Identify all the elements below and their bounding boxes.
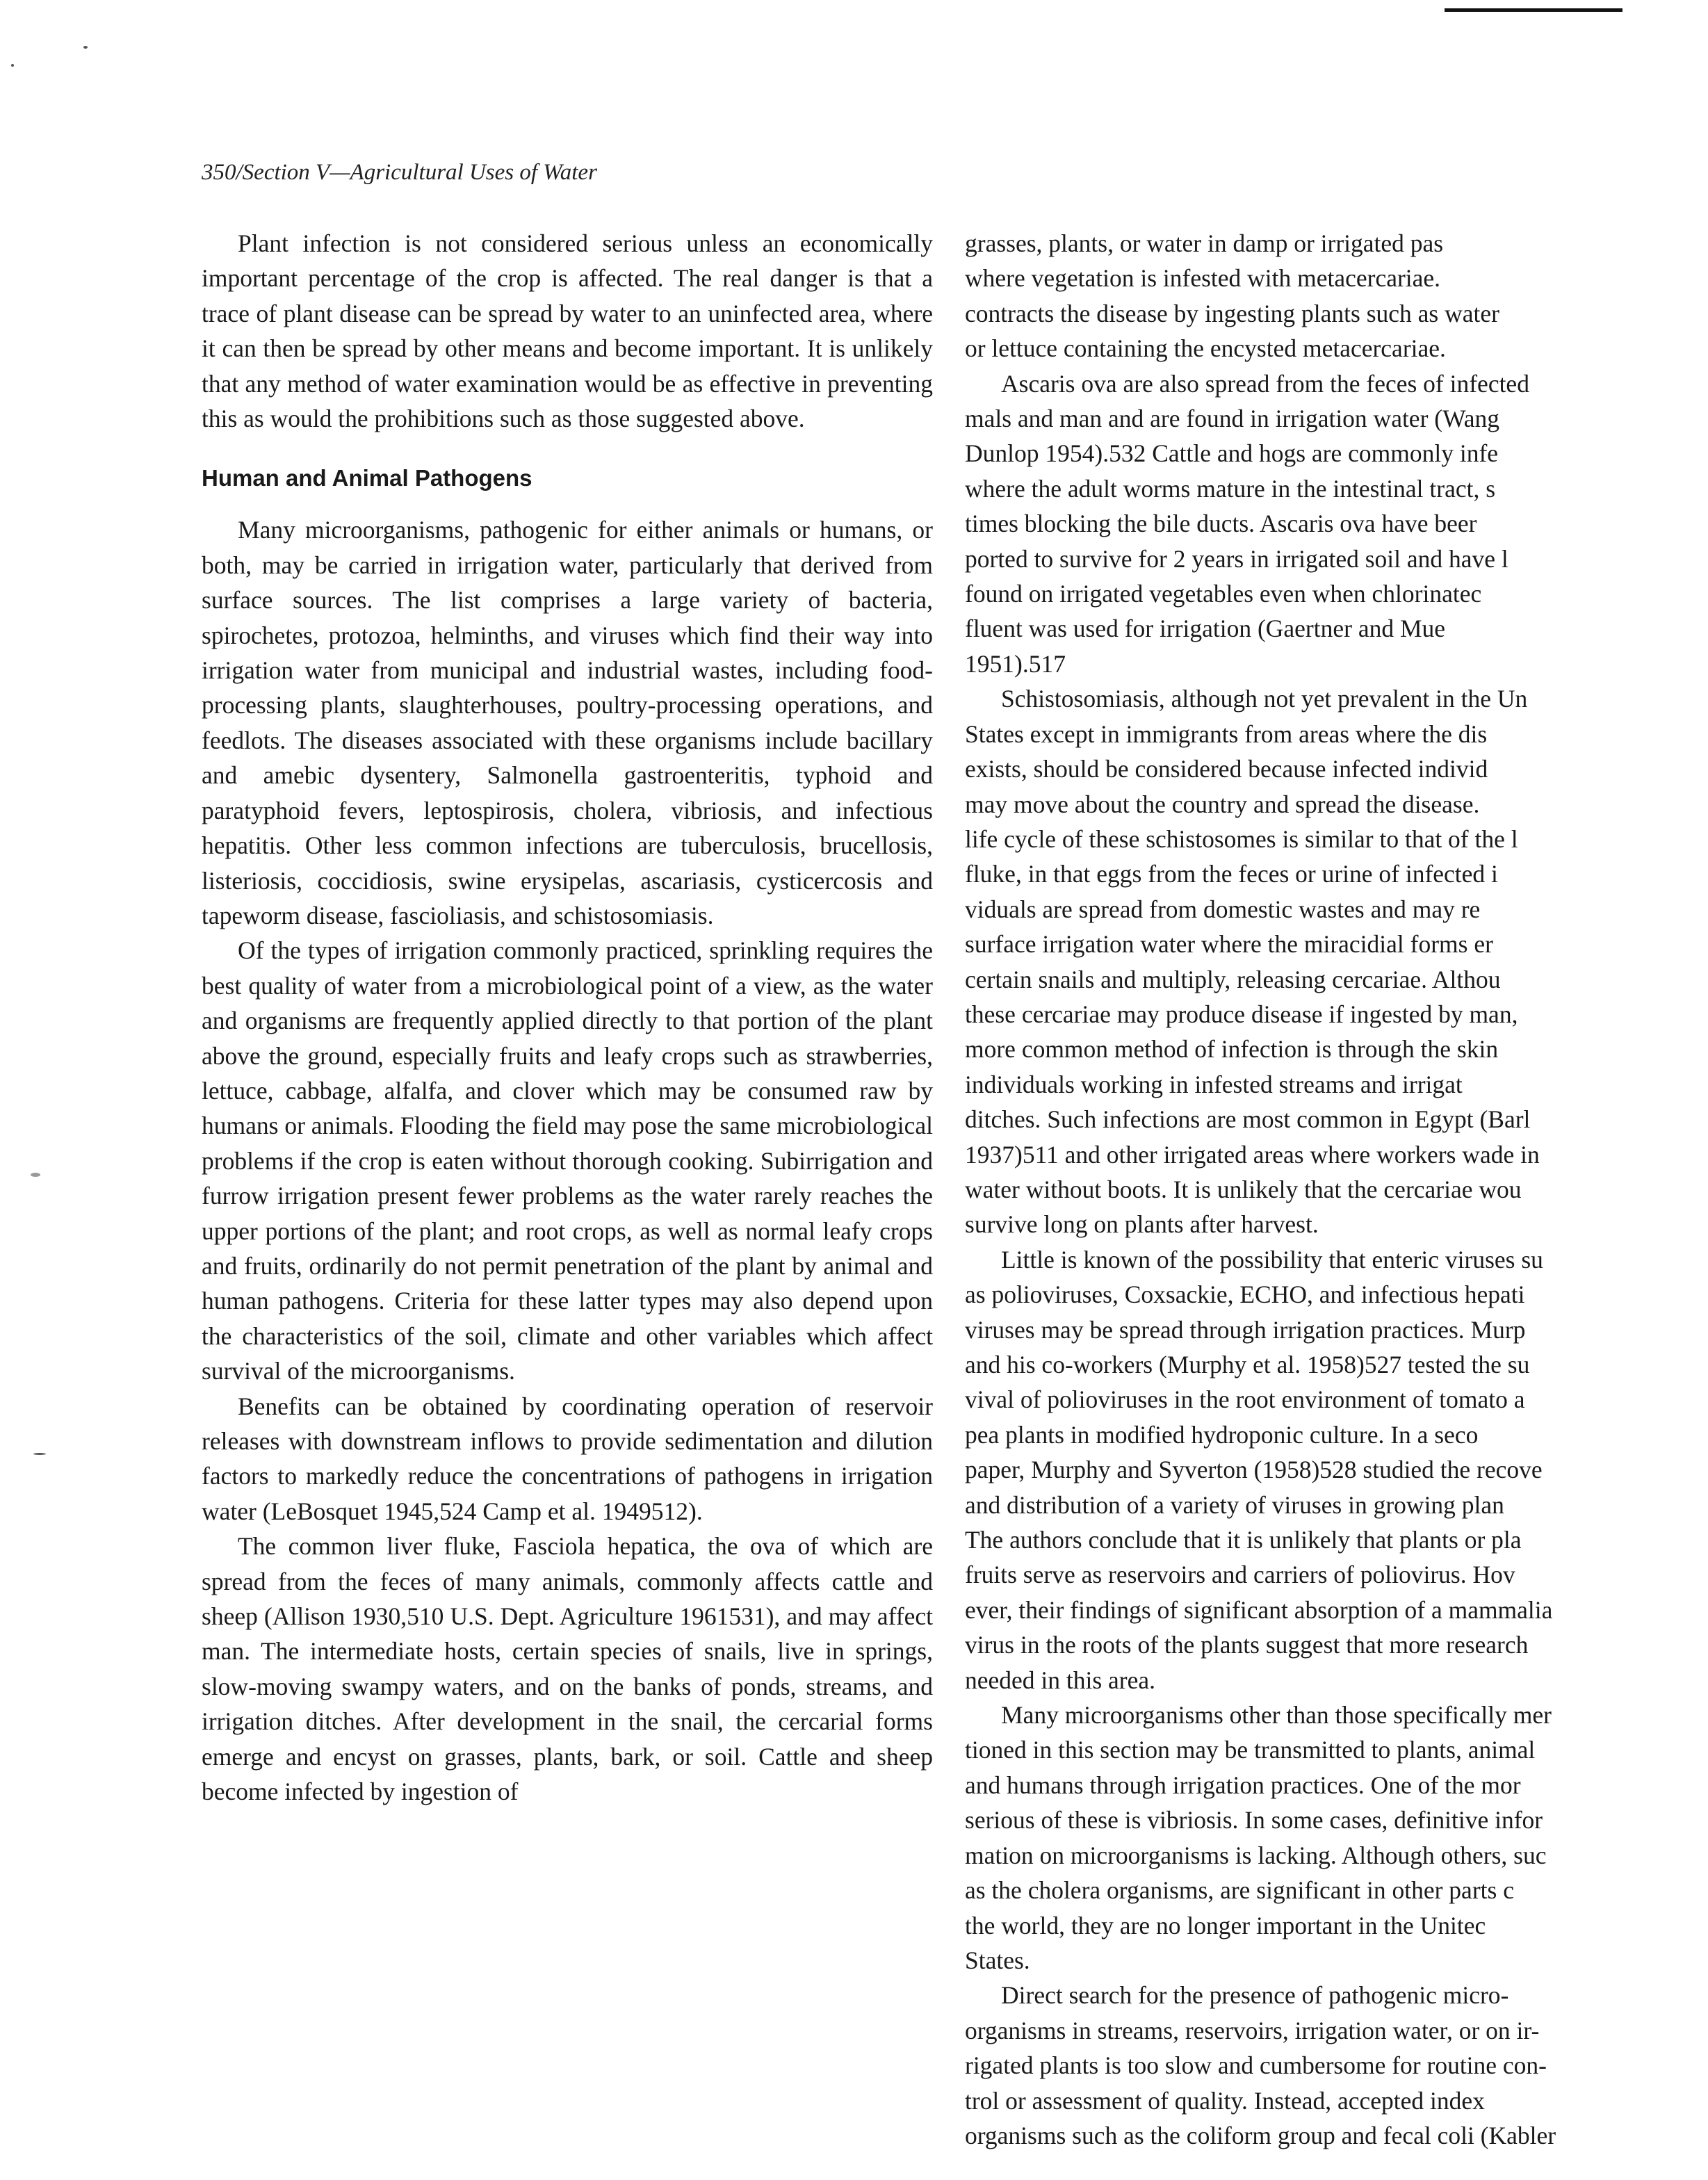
text-line: these cercariae may produce disease if ingested by man, [965,1000,1518,1028]
text-line: paper, Murphy and Syverton (1958)528 studied the recove [965,1456,1543,1484]
text-line: where the adult worms mature in the intestinal tract, s [965,474,1496,503]
text-line: Schistosomiasis, although not yet prevalent in the Un [1001,685,1528,713]
text-line: ditches. Such infections are most common in Egypt (Barl [965,1105,1531,1134]
text-line: certain snails and multiply, releasing cercariae. Althou [965,965,1501,993]
text-line: survive long on plants after harvest. [965,1210,1319,1239]
text-line: life cycle of these schistosomes is similar to that of the l [965,824,1518,853]
text-line: individuals working in infested streams and irrigat [965,1070,1463,1098]
paragraph-e [965,1698,1708,1978]
scan-speck [31,1173,40,1177]
paragraph: Benefits can be obtained by coordinating operation of reservoir releases with downstream inflows to provide sedimentation and dilution factors to markedly reduce the concentrations of pathogens in irrigation water (LeBosquet 1945,524 Camp et al. 1949512). [202,1392,933,1525]
text-line: mation on microorganisms is lacking. Although others, suc [965,1841,1547,1869]
text-line: and his co-workers (Murphy et al. 1958)527 tested the su [965,1351,1530,1378]
text-line: times blocking the bile ducts. Ascaris ova have beer [965,510,1477,538]
text-line: where vegetation is infested with metacercariae. [965,264,1441,293]
text-line: and humans through irrigation practices. One of the mor [965,1771,1521,1799]
text-line: as the cholera organisms, are significant in other parts c [965,1876,1514,1905]
text-line: States except in immigrants from areas where the dis [965,719,1488,748]
scan-speck [11,64,14,67]
text-line: viruses may be spread through irrigation practices. Murp [965,1315,1526,1344]
running-head: 350/Section V—Agricultural Uses of Water [202,160,597,185]
text-line: contracts the disease by ingesting plants such as water [965,299,1499,327]
text-line: virus in the roots of the plants suggest that more research [965,1631,1529,1659]
text-line: as polioviruses, Coxsackie, ECHO, and infectious hepati [965,1280,1525,1309]
text-line: fluent was used for irrigation (Gaertner and Mue [965,615,1446,643]
top-rule [1445,8,1622,12]
right-column [965,226,1708,2153]
text-line: or lettuce containing the encysted metacercariae. [965,334,1446,363]
paragraph: Many microorganisms, pathogenic for either animals or humans, or both, may be carried in irrigation water, particularly that derived from surface sources. The list comprises a large variety of bacteria, spirochetes, protozoa, helminths, and viruses which find their way into irrigation water from municipal and industrial wastes, including food-processing plants, slaughterhouses, poultry-processing operations, and feedlots. The diseases associated with these organisms include bacillary and amebic dysentery, Salmonella gastroenteritis, typhoid and paratyphoid fevers, leptospirosis, cholera, vibriosis, and infectious hepatitis. Other less common infections are tuberculosis, brucellosis, listeriosis, coccidiosis, swine erysipelas, ascariasis, cysticercosis and tapeworm disease, fascioliasis, and schistosomiasis. [202,516,933,929]
left-column [202,226,933,1809]
text-line: 1937)511 and other irrigated areas where workers wade in [965,1140,1540,1169]
text-line: and distribution of a variety of viruses in growing plan [965,1490,1504,1519]
text-line: Direct search for the presence of pathogenic micro- [1001,1981,1509,2010]
text-line: exists, should be considered because infected individ [965,755,1488,783]
section-heading: Human and Animal Pathogens [202,465,532,491]
text-line: needed in this area. [965,1666,1156,1694]
text-line: Little is known of the possibility that enteric viruses su [1001,1245,1543,1274]
paragraph-c [965,681,1708,1242]
text-line: water without boots. It is unlikely that the cercariae wou [965,1175,1522,1203]
text-line: rigated plants is too slow and cumbersome for routine con- [965,2051,1547,2080]
text-line: more common method of infection is through the skin [965,1035,1499,1064]
text-line: The authors conclude that it is unlikely that plants or pla [965,1526,1522,1554]
text-line: surface irrigation water where the miracidial forms er [965,930,1493,959]
paragraph: The common liver fluke, Fasciola hepatica, the ova of which are spread from the feces of many animals, commonly affects cattle and sheep (Allison 1930,510 U.S. Dept. Agriculture 1961531), and may affect man. The intermediate hosts, certain species of snails, live in springs, slow-moving swampy waters, and on the banks of ponds, streams, and irrigation ditches. After development in the snail, the cercarial forms emerge and encyst on grasses, plants, bark, or soil. Cattle and sheep become infected by ingestion of [202,1532,933,1806]
text-line: States. [965,1946,1030,1974]
paragraph-b [965,366,1708,682]
text-line: tioned in this section may be transmitted to plants, animal [965,1736,1536,1764]
scan-speck [83,46,88,49]
text-line: may move about the country and spread the disease. [965,790,1480,818]
paragraph: Of the types of irrigation commonly practiced, sprinkling requires the best quality of water from a microbiological point of a view, as the water and organisms are frequently applied directly to that portion of the plant above the ground, especially fruits and leafy crops such as strawberries, lettuce, cabbage, alfalfa, and clover which may be consumed raw by humans or animals. Flooding the field may pose the same microbiological problems if the crop is eaten without thorough cooking. Subirrigation and furrow irrigation present fewer problems as the water rarely reaches the upper portions of the plant; and root crops, as well as normal leafy crops and fruits, ordinarily do not permit penetration of the plant by animal and human pathogens. Criteria for these latter types may also depend upon the characteristics of the soil, climate and other variables which affect survival of the microorganisms. [202,936,933,1385]
text-line: fruits serve as reservoirs and carriers of poliovirus. Hov [965,1561,1515,1589]
text-line: vival of polioviruses in the root environment of tomato a [965,1385,1525,1414]
text-line: 1951).517 [965,649,1066,678]
text-line: organisms in streams, reservoirs, irrigation water, or on ir- [965,2016,1540,2044]
text-line: found on irrigated vegetables even when chlorinatec [965,580,1482,608]
text-line: fluke, in that eggs from the feces or urine of infected i [965,860,1498,888]
text-line: ever, their findings of significant absorption of a mammalia [965,1595,1553,1624]
paragraph-a [965,226,1708,366]
text-line: pea plants in modified hydroponic culture. In a seco [965,1420,1479,1449]
text-line: mals and man and are found in irrigation water (Wang [965,405,1500,433]
text-line: viduals are spread from domestic wastes and may re [965,895,1481,923]
paragraph-d [965,1242,1708,1698]
text-line: ported to survive for 2 years in irrigated soil and have l [965,544,1508,573]
text-line: organisms such as the coliform group and fecal coli (Kabler [965,2121,1556,2149]
text-line: Dunlop 1954).532 Cattle and hogs are commonly infe [965,439,1499,468]
text-line: trol or assessment of quality. Instead, accepted index [965,2086,1485,2115]
text-line: Ascaris ova are also spread from the feces of infected [1001,369,1529,398]
text-line: serious of these is vibriosis. In some cases, definitive infor [965,1806,1543,1835]
text-line: grasses, plants, or water in damp or irrigated pas [965,229,1444,257]
text-line: the world, they are no longer important in the Unitec [965,1911,1486,1939]
paragraph-f [965,1978,1708,2153]
scan-speck [33,1453,46,1455]
text-line: Many microorganisms other than those specifically mer [1001,1701,1552,1730]
paragraph: Plant infection is not considered serious unless an economically important percentage of the crop is affected. The real danger is that a trace of plant disease can be spread by water to an uninfected area, where it can then be spread by other means and become important. It is unlikely that any method of water examination would be as effective in preventing this as would the prohibitions such as those suggested above. [202,229,933,433]
